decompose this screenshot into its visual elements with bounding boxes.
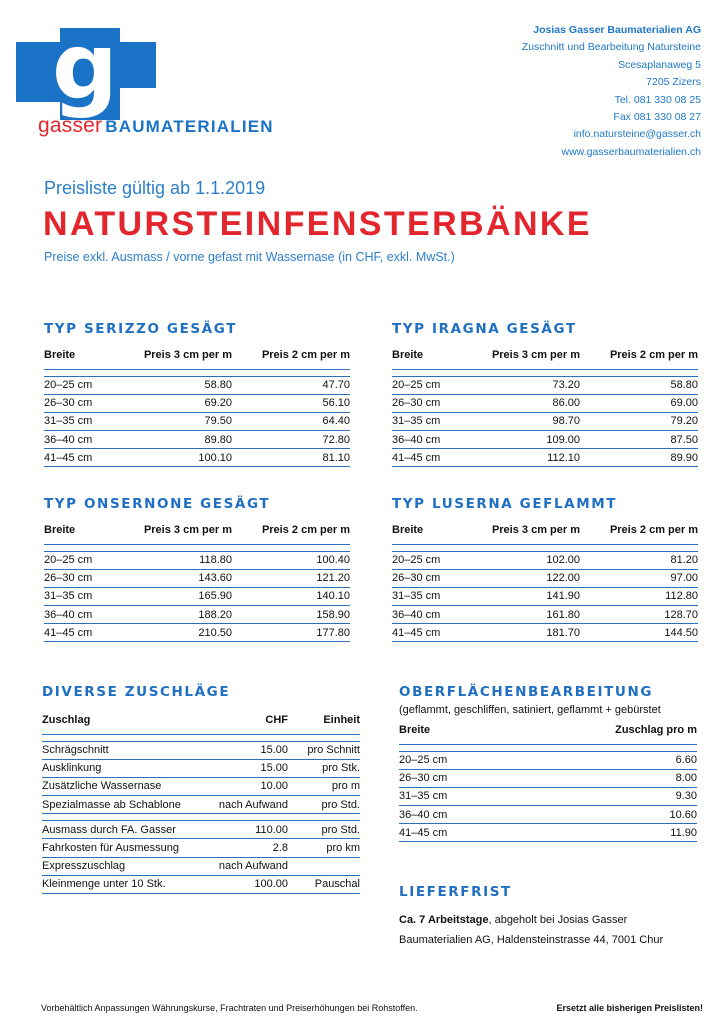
table-cell: 165.90 <box>124 587 232 605</box>
section-title: OBERFLÄCHENBEARBEITUNG <box>399 684 654 700</box>
table-cell: 81.20 <box>580 551 698 569</box>
page-title: NATURSTEINFENSTERBÄNKE <box>43 205 592 243</box>
table-cell: 26–30 cm <box>392 394 472 412</box>
table-cell: 100.00 <box>202 875 288 893</box>
column-header: Breite <box>392 518 472 544</box>
table-cell: 161.80 <box>472 606 580 624</box>
table-row <box>44 394 350 412</box>
table-cell: 26–30 cm <box>392 569 472 587</box>
table-cell: 112.10 <box>472 449 580 467</box>
table-row <box>392 587 698 605</box>
address-email[interactable]: info.natursteine@gasser.ch <box>573 128 701 141</box>
table-cell: pro km <box>288 839 360 857</box>
table-header-row <box>392 343 698 369</box>
table-cell: 20–25 cm <box>399 751 549 769</box>
table-cell: 56.10 <box>232 394 350 412</box>
surface-table <box>399 718 697 842</box>
table-cell: 210.50 <box>124 624 232 642</box>
table-cell: pro Std. <box>288 796 360 814</box>
table-cell: 2.8 <box>202 839 288 857</box>
surface-treatment-section <box>399 684 697 842</box>
table-cell: Zusätzliche Wassernase <box>42 777 202 795</box>
table-cell: 112.80 <box>580 587 698 605</box>
price-table <box>392 518 698 642</box>
table-cell: 26–30 cm <box>399 769 549 787</box>
table-cell: Ausmass durch FA. Gasser <box>42 821 202 839</box>
delivery-text-2: Baumaterialien AG, Haldensteinstrasse 44, 7001 Chur <box>399 934 664 946</box>
table-header-row <box>44 343 350 369</box>
price-table-iragna <box>392 321 698 467</box>
table-cell: 109.00 <box>472 431 580 449</box>
price-table-title: TYP LUSERNA GEFLAMMT <box>392 496 618 512</box>
table-row <box>42 796 360 814</box>
table-cell <box>288 857 360 875</box>
table-row <box>392 431 698 449</box>
table-cell: 89.90 <box>580 449 698 467</box>
table-row <box>42 857 360 875</box>
table-cell: 58.80 <box>580 376 698 394</box>
price-table-luserna <box>392 496 698 642</box>
table-row <box>44 569 350 587</box>
table-cell: 72.80 <box>232 431 350 449</box>
table-cell: nach Aufwand <box>202 796 288 814</box>
table-cell: pro m <box>288 777 360 795</box>
section-title: LIEFERFRIST <box>399 884 512 900</box>
pricelist-validity: Preisliste gültig ab 1.1.2019 <box>44 178 266 198</box>
table-cell: 11.90 <box>549 824 697 842</box>
table-cell: 110.00 <box>202 821 288 839</box>
table-cell: 79.20 <box>580 412 698 430</box>
address-web[interactable]: www.gasserbaumaterialien.ch <box>561 145 701 158</box>
table-row <box>392 551 698 569</box>
table-cell: 122.00 <box>472 569 580 587</box>
price-table <box>44 518 350 642</box>
table-row <box>42 777 360 795</box>
table-cell: Ausklinkung <box>42 759 202 777</box>
price-table-serizzo <box>44 321 350 467</box>
price-note: Preise exkl. Ausmass / vorne gefast mit Wassernase (in CHF, exkl. MwSt.) <box>44 250 455 264</box>
section-title: DIVERSE ZUSCHLÄGE <box>42 684 231 700</box>
table-cell: 64.40 <box>232 412 350 430</box>
table-cell: 97.00 <box>580 569 698 587</box>
table-cell: 144.50 <box>580 624 698 642</box>
table-cell: 73.20 <box>472 376 580 394</box>
address-fax: Fax 081 330 08 27 <box>613 111 701 124</box>
table-row <box>44 606 350 624</box>
table-header-row <box>399 718 697 744</box>
column-header: Preis 3 cm per m <box>124 343 232 369</box>
table-cell: Kleinmenge unter 10 Stk. <box>42 875 202 893</box>
table-cell: 41–45 cm <box>44 449 124 467</box>
table-cell: 31–35 cm <box>44 587 124 605</box>
table-row <box>44 624 350 642</box>
table-row <box>42 875 360 893</box>
table-cell: 143.60 <box>124 569 232 587</box>
table-cell: 8.00 <box>549 769 697 787</box>
table-row <box>399 751 697 769</box>
column-header: Preis 3 cm per m <box>124 518 232 544</box>
table-cell: Expresszuschlag <box>42 857 202 875</box>
table-cell: 86.00 <box>472 394 580 412</box>
table-cell: 128.70 <box>580 606 698 624</box>
column-header: Preis 2 cm per m <box>580 343 698 369</box>
table-cell: 89.80 <box>124 431 232 449</box>
table-header-row <box>44 518 350 544</box>
table-row <box>42 759 360 777</box>
logo-word-gasser: gasser <box>38 114 103 137</box>
table-cell: 69.00 <box>580 394 698 412</box>
delivery-lead: Ca. 7 Arbeitstage <box>399 914 489 926</box>
table-cell: 36–40 cm <box>44 606 124 624</box>
table-header-row <box>42 708 360 734</box>
table-row <box>42 741 360 759</box>
column-header: Breite <box>44 518 124 544</box>
delivery-text-1: , abgeholt bei Josias Gasser <box>488 914 628 926</box>
column-header: Breite <box>392 343 472 369</box>
table-row <box>399 769 697 787</box>
table-row <box>399 824 697 842</box>
table-cell: 26–30 cm <box>44 569 124 587</box>
table-cell: 15.00 <box>202 759 288 777</box>
column-header: Zuschlag pro m <box>549 718 697 744</box>
address-street: Scesaplanaweg 5 <box>618 58 701 71</box>
price-table <box>44 343 350 467</box>
address-city: 7205 Zizers <box>646 76 701 89</box>
table-cell: Spezialmasse ab Schablone <box>42 796 202 814</box>
table-cell: 98.70 <box>472 412 580 430</box>
table-cell: 79.50 <box>124 412 232 430</box>
footer-disclaimer: Vorbehältlich Anpassungen Währungskurse, Frachtraten und Preiserhöhungen bei Rohstoffen. <box>41 1003 418 1013</box>
table-cell: 10.60 <box>549 806 697 824</box>
table-header-row <box>392 518 698 544</box>
gasser-logo-icon <box>16 28 156 120</box>
table-row <box>399 806 697 824</box>
table-cell: 10.00 <box>202 777 288 795</box>
table-cell: 41–45 cm <box>44 624 124 642</box>
table-row <box>44 412 350 430</box>
table-cell: 100.10 <box>124 449 232 467</box>
table-cell: pro Schnitt <box>288 741 360 759</box>
table-cell: 31–35 cm <box>44 412 124 430</box>
table-cell: 118.80 <box>124 551 232 569</box>
table-row <box>392 606 698 624</box>
table-cell: 20–25 cm <box>392 376 472 394</box>
table-cell: Fahrkosten für Ausmessung <box>42 839 202 857</box>
table-row <box>44 587 350 605</box>
column-header: Einheit <box>288 708 360 734</box>
column-header: Preis 2 cm per m <box>580 518 698 544</box>
table-cell: 41–45 cm <box>392 449 472 467</box>
table-row <box>44 551 350 569</box>
price-table-title: TYP SERIZZO GESÄGT <box>44 321 238 337</box>
column-header: Preis 2 cm per m <box>232 518 350 544</box>
table-row <box>392 376 698 394</box>
table-cell: 9.30 <box>549 787 697 805</box>
table-cell: pro Stk. <box>288 759 360 777</box>
column-header: Preis 2 cm per m <box>232 343 350 369</box>
table-row <box>392 412 698 430</box>
table-row <box>44 376 350 394</box>
table-row <box>44 449 350 467</box>
table-cell: 31–35 cm <box>399 787 549 805</box>
table-cell: 177.80 <box>232 624 350 642</box>
table-cell: 87.50 <box>580 431 698 449</box>
table-cell: 140.10 <box>232 587 350 605</box>
table-cell: 81.10 <box>232 449 350 467</box>
surcharges-section <box>42 684 360 894</box>
table-cell: 69.20 <box>124 394 232 412</box>
delivery-text <box>399 910 663 950</box>
table-row <box>399 787 697 805</box>
table-cell: 20–25 cm <box>44 376 124 394</box>
surcharges-table <box>42 708 360 894</box>
table-cell: nach Aufwand <box>202 857 288 875</box>
column-header: CHF <box>202 708 288 734</box>
address-company: Josias Gasser Baumaterialien AG <box>533 24 701 36</box>
svg-text:g: g <box>52 28 118 120</box>
column-header: Breite <box>399 718 549 744</box>
table-cell: 26–30 cm <box>44 394 124 412</box>
column-header: Preis 3 cm per m <box>472 343 580 369</box>
price-table-onsernone <box>44 496 350 642</box>
table-cell: 121.20 <box>232 569 350 587</box>
table-cell: Pauschal <box>288 875 360 893</box>
table-cell: Schrägschnitt <box>42 741 202 759</box>
table-cell: 181.70 <box>472 624 580 642</box>
table-row <box>392 394 698 412</box>
table-cell: 20–25 cm <box>44 551 124 569</box>
table-cell: 36–40 cm <box>44 431 124 449</box>
table-cell: 36–40 cm <box>392 606 472 624</box>
table-row <box>44 431 350 449</box>
logo-wordmark <box>38 114 274 138</box>
address-tel: Tel. 081 330 08 25 <box>614 93 701 106</box>
table-cell: 158.90 <box>232 606 350 624</box>
table-cell: 41–45 cm <box>399 824 549 842</box>
column-header: Breite <box>44 343 124 369</box>
table-row <box>392 569 698 587</box>
column-header: Preis 3 cm per m <box>472 518 580 544</box>
price-table <box>392 343 698 467</box>
table-cell: pro Std. <box>288 821 360 839</box>
table-cell: 141.90 <box>472 587 580 605</box>
table-cell: 36–40 cm <box>399 806 549 824</box>
price-table-title: TYP IRAGNA GESÄGT <box>392 321 577 337</box>
table-cell: 41–45 cm <box>392 624 472 642</box>
delivery-section <box>399 884 663 950</box>
table-cell: 31–35 cm <box>392 587 472 605</box>
footer-note: Ersetzt alle bisherigen Preislisten! <box>556 1003 703 1013</box>
table-cell: 6.60 <box>549 751 697 769</box>
table-cell: 31–35 cm <box>392 412 472 430</box>
price-table-title: TYP ONSERNONE GESÄGT <box>44 496 271 512</box>
table-row <box>392 624 698 642</box>
table-cell: 102.00 <box>472 551 580 569</box>
section-subtitle: (geflammt, geschliffen, satiniert, geflammt + gebürstet <box>399 704 661 716</box>
logo-word-baumaterialien: BAUMATERIALIEN <box>105 117 274 136</box>
address-line1: Zuschnitt und Bearbeitung Natursteine <box>521 41 701 54</box>
table-cell: 15.00 <box>202 741 288 759</box>
table-row <box>42 821 360 839</box>
table-cell: 100.40 <box>232 551 350 569</box>
table-cell: 47.70 <box>232 376 350 394</box>
table-cell: 188.20 <box>124 606 232 624</box>
company-logo <box>16 28 276 140</box>
column-header: Zuschlag <box>42 708 202 734</box>
table-row <box>42 839 360 857</box>
table-cell: 36–40 cm <box>392 431 472 449</box>
table-cell: 58.80 <box>124 376 232 394</box>
table-row <box>392 449 698 467</box>
table-cell: 20–25 cm <box>392 551 472 569</box>
company-address <box>522 22 701 161</box>
